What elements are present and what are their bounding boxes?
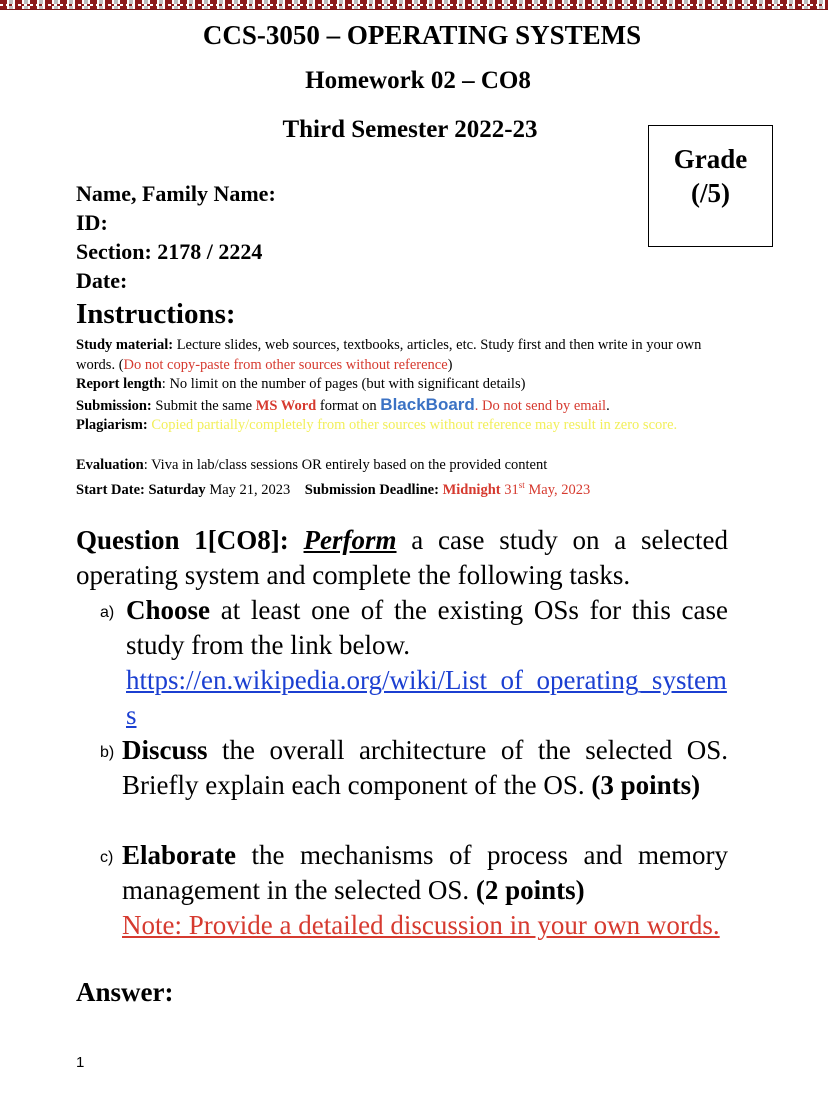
task-marker-c: c) (100, 849, 114, 866)
page-top-border-dashes (0, 4, 828, 6)
course-title: CCS-3050 – OPERATING SYSTEMS (202, 20, 642, 50)
blackboard-highlight: BlackBoard (380, 395, 475, 414)
report-length-text: : No limit on the number of pages (but with significant details) (161, 376, 526, 392)
task-c-points: (2 points) (475, 875, 585, 905)
deadline-midnight: Midnight (442, 481, 501, 498)
deadline-label: Submission Deadline: (304, 481, 439, 498)
question-intro-text: a case study on a selected operating system and complete the following tasks. (76, 525, 728, 590)
id-field-label: ID: (76, 210, 108, 235)
ms-word-highlight: MS Word (255, 398, 317, 414)
plagiarism-label: Plagiarism: (76, 417, 148, 433)
study-material-close: ) (447, 356, 453, 373)
date-field-label: Date: (76, 268, 128, 293)
report-length-label: Report length (76, 376, 162, 392)
instruction-report-length (76, 375, 706, 395)
evaluation-label: Evaluation (76, 457, 144, 473)
task-b-verb: Discuss (122, 735, 208, 765)
evaluation-text: : Viva in lab/class sessions OR entirely based on the provided content (143, 457, 548, 473)
instruction-evaluation (76, 456, 706, 476)
plagiarism-text: Copied partially/completely from other sources without reference may result in zero score. (147, 417, 678, 433)
task-a-text: at least one of the existing OSs for this case study from the link below. (126, 595, 728, 660)
study-material-warning: Do not copy-paste from other sources without reference (123, 356, 448, 373)
task-c-text: the mechanisms of process and memory management in the selected OS. (122, 840, 728, 905)
task-item-c (76, 838, 728, 943)
page-number: 1 (76, 1054, 85, 1071)
instruction-study-material (76, 336, 706, 375)
grade-max: (/5) (691, 178, 730, 208)
instruction-dates (76, 476, 706, 500)
grade-label: Grade (673, 144, 748, 174)
homework-title: Homework 02 – CO8 (305, 67, 531, 94)
task-b-points: (3 points) (591, 770, 701, 800)
question-intro (76, 523, 728, 593)
task-c-note: Note: Provide a detailed discussion in your own words. (122, 910, 720, 940)
instruction-plagiarism (76, 416, 706, 436)
study-material-text: Lecture slides, web sources, textbooks, articles, etc. Study first and then write in your own words. ( (76, 337, 702, 373)
section-field-label: Section: 2178 / 2224 (76, 239, 263, 264)
question-label: Question 1[CO8]: (76, 525, 289, 555)
task-item-a (76, 593, 728, 733)
deadline-ordinal: st (518, 480, 525, 490)
instruction-submission (76, 395, 706, 417)
task-marker-b: b) (100, 744, 115, 761)
task-c-verb: Elaborate (122, 840, 236, 870)
answer-label: Answer: (76, 977, 174, 1007)
name-field-label: Name, Family Name: (76, 181, 276, 206)
perform-keyword: Perform (303, 525, 397, 555)
task-item-b (76, 733, 728, 803)
submission-text: Submit the same (151, 398, 256, 414)
semester-title: Third Semester 2022-23 (282, 116, 538, 143)
os-list-link[interactable]: https://en.wikipedia.org/wiki/List_of_operating_systems (126, 665, 727, 730)
instructions-heading: Instructions: (76, 298, 236, 330)
task-marker-a: a) (100, 604, 115, 621)
study-material-label: Study material: (76, 337, 174, 353)
submission-format-text: format on (316, 398, 381, 414)
submission-warning: . Do not send by email (474, 398, 607, 414)
deadline-month: May, 2023 (524, 481, 591, 498)
submission-end: . (606, 398, 610, 414)
task-b-text: the overall architecture of the selected OS. Briefly explain each component of the OS. (122, 735, 728, 800)
submission-label: Submission: (76, 398, 152, 414)
grade-box (648, 125, 773, 247)
task-a-verb: Choose (126, 595, 211, 625)
start-date-value: May 21, 2023 (205, 481, 291, 498)
deadline-day: 31 (500, 481, 519, 498)
start-date-label: Start Date: Saturday (76, 481, 206, 498)
